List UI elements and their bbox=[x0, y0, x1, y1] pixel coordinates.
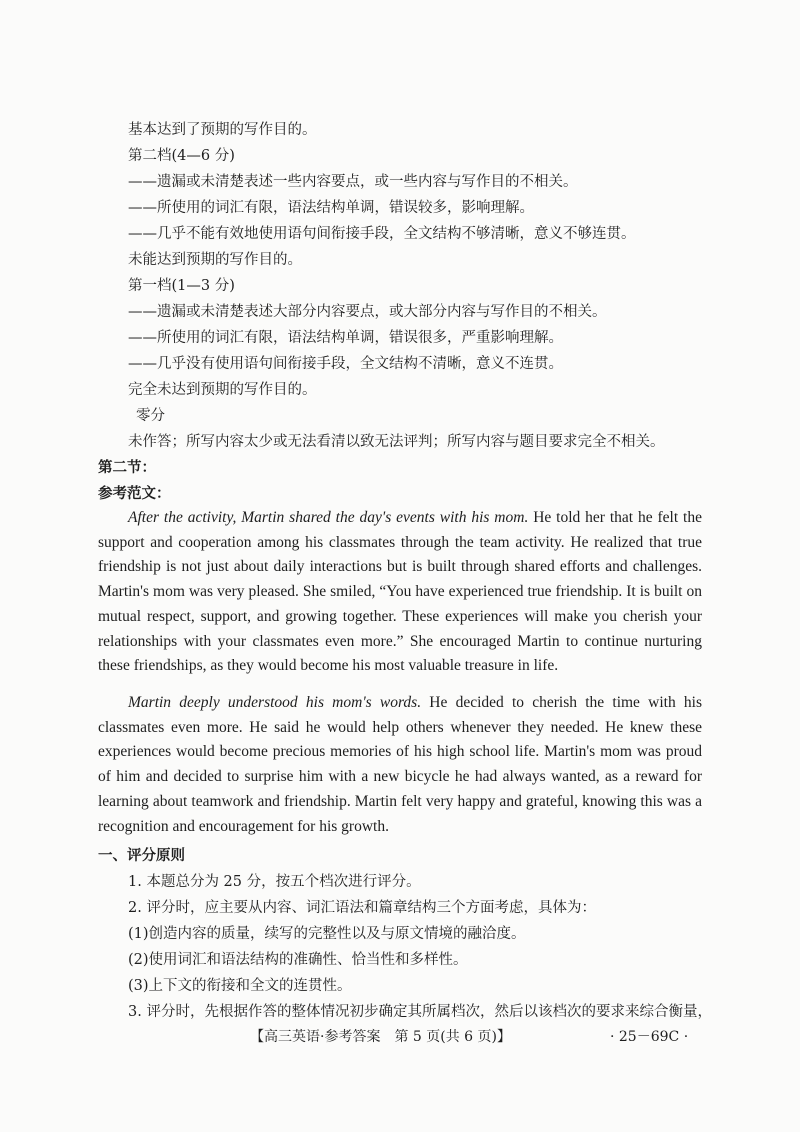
criteria-line: 未作答；所写内容太少或无法看清以致无法评判；所写内容与题目要求完全不相关。 bbox=[128, 434, 665, 450]
criteria-line: ——遗漏或未清楚表述一些内容要点，或一些内容与写作目的不相关。 bbox=[128, 174, 578, 190]
page-footer bbox=[0, 1026, 800, 1050]
criteria-line: ——所使用的词汇有限，语法结构单调，错误很多，严重影响理解。 bbox=[128, 330, 563, 346]
criteria-line: ——几乎没有使用语句间衔接手段，全文结构不清晰，意义不连贯。 bbox=[128, 356, 563, 372]
essay-paragraph-2 bbox=[98, 691, 702, 839]
principle-item: 3. 评分时，先根据作答的整体情况初步确定其所属档次，然后以该档次的要求来综合衡量， bbox=[128, 1004, 712, 1020]
essay-body-text: He decided to cherish the time with his classmates even more. He said he would help others whenever they needed. He knew these experiences would become precious memories of his high school life. Martin's mom was proud of him and decided to surprise him with a new bicycle he had always wanted, as a reward for learning about teamwork and friendship. Martin felt very happy and grateful, knowing this was a recognition and encouragement for his growth. bbox=[98, 694, 702, 835]
criteria-line: ——遗漏或未清楚表述大部分内容要点，或大部分内容与写作目的不相关。 bbox=[128, 304, 607, 320]
grade-heading: 第二档(4—6 分) bbox=[128, 148, 235, 164]
essay-lead-sentence: After the activity, Martin shared the day's events with his mom. bbox=[128, 509, 529, 526]
grade-heading: 零分 bbox=[136, 408, 165, 424]
essay-lead-sentence: Martin deeply understood his mom's words. bbox=[128, 694, 422, 711]
criteria-line: 基本达到了预期的写作目的。 bbox=[128, 122, 317, 138]
criteria-line: 完全未达到预期的写作目的。 bbox=[128, 382, 317, 398]
essay-paragraph-1 bbox=[98, 506, 702, 679]
criteria-line: 未能达到预期的写作目的。 bbox=[128, 252, 302, 268]
principle-item: 1. 本题总分为 25 分，按五个档次进行评分。 bbox=[128, 874, 421, 890]
essay-body-text: He told her that he felt the support and cooperation among his classmates through the team activity. He realized that true friendship is not just about daily interactions but is built through shared efforts and challenges. Martin's mom was very pleased. She smiled, “You have experienced true friendship. It is built on mutual respect, support, and growing together. These experiences will make you cherish your relationships with your classmates even more.” She encouraged Martin to continue nurturing these friendships, as they would become his most valuable treasure in life. bbox=[98, 509, 702, 675]
principle-item: (3)上下文的衔接和全文的连贯性。 bbox=[128, 978, 352, 994]
criteria-line: ——所使用的词汇有限，语法结构单调，错误较多，影响理解。 bbox=[128, 200, 534, 216]
section-heading: 第二节： bbox=[98, 459, 156, 476]
grade-heading: 第一档(1—3 分) bbox=[128, 278, 235, 294]
principle-item: 2. 评分时，应主要从内容、词汇语法和篇章结构三个方面考虑，具体为： bbox=[128, 900, 596, 916]
principle-item: (2)使用词汇和语法结构的准确性、恰当性和多样性。 bbox=[128, 952, 468, 968]
footer-title: 【高三英语·参考答案 第 5 页(共 6 页)】 bbox=[250, 1029, 511, 1045]
footer-code: · 25－69C · bbox=[610, 1029, 689, 1045]
principles-heading: 一、评分原则 bbox=[98, 847, 185, 864]
criteria-line: ——几乎不能有效地使用语句间衔接手段，全文结构不够清晰，意义不够连贯。 bbox=[128, 226, 636, 242]
principle-item: (1)创造内容的质量，续写的完整性以及与原文情境的融洽度。 bbox=[128, 926, 526, 942]
sample-essay-heading: 参考范文： bbox=[98, 485, 171, 502]
